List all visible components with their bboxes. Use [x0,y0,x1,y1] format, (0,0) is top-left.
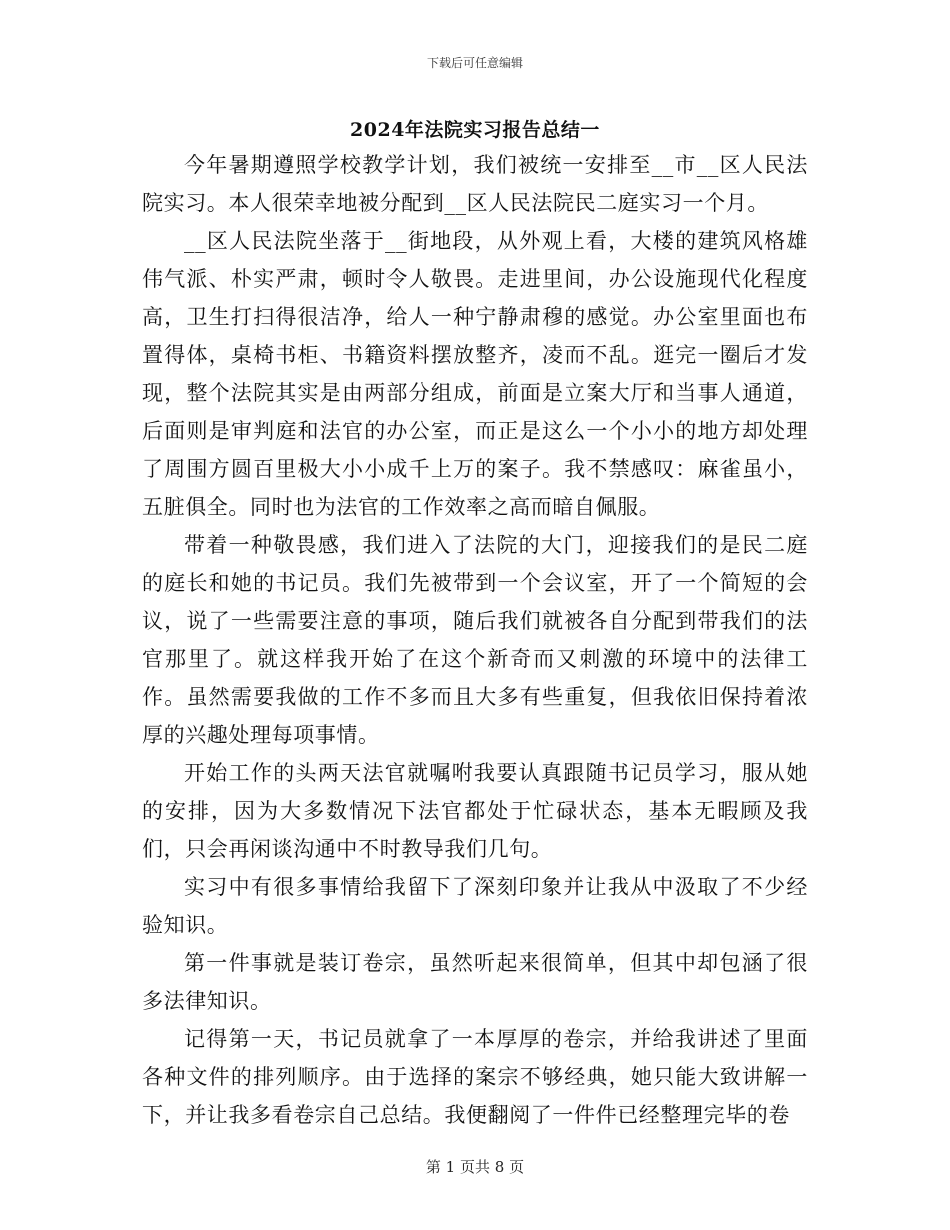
paragraph: 带着一种敬畏感，我们进入了法院的大门，迎接我们的是民二庭的庭长和她的书记员。我们先被带到一个会议室，开了一个简短的会议，说了一些需要注意的事项，随后我们就被各自分配到带我们的法官那里了。就这样我开始了在这个新奇而又刺激的环境中的法律工作。虽然需要我做的工作不多而且大多有些重复，但我依旧保持着浓厚的兴趣处理每项事情。 [142,533,808,747]
paragraph: 开始工作的头两天法官就嘱咐我要认真跟随书记员学习，服从她的安排，因为大多数情况下法官都处于忙碌状态，基本无暇顾及我们，只会再闲谈沟通中不时教导我们几句。 [142,761,808,861]
paragraph: 今年暑期遵照学校教学计划，我们被统一安排至__市__区人民法院实习。本人很荣幸地被分配到__区人民法院民二庭实习一个月。 [142,153,808,215]
paragraph: __区人民法院坐落于__街地段，从外观上看，大楼的建筑风格雄伟气派、朴实严肃，顿时令人敬畏。走进里间，办公设施现代化程度高，卫生打扫得很洁净，给人一种宁静肃穆的感觉。办公室里面也布置得体，桌椅书柜、书籍资料摆放整齐，凌而不乱。逛完一圈后才发现，整个法院其实是由两部分组成，前面是立案大厅和当事人通道，后面则是审判庭和法官的办公室，而正是这么一个小小的地方却处理了周围方圆百里极大小小成千上万的案子。我不禁感叹：麻雀虽小，五脏俱全。同时也为法官的工作效率之高而暗自佩服。 [142,229,808,519]
document-body [142,146,808,1134]
paragraph: 第一件事就是装订卷宗，虽然听起来很简单，但其中却包涵了很多法律知识。 [142,951,808,1013]
paragraph: 实习中有很多事情给我留下了深刻印象并让我从中汲取了不少经验知识。 [142,875,808,937]
page-number: 第 1 页共 8 页 [425,1158,525,1176]
document-title: 2024年法院实习报告总结一 [350,119,600,141]
page-header-note: 下载后可任意编辑 [426,56,523,70]
paragraph: 记得第一天，书记员就拿了一本厚厚的卷宗，并给我讲述了里面各种文件的排列顺序。由于选择的案宗不够经典，她只能大致讲解一下，并让我多看卷宗自己总结。我便翻阅了一件件已经整理完毕的卷 [142,1027,808,1127]
